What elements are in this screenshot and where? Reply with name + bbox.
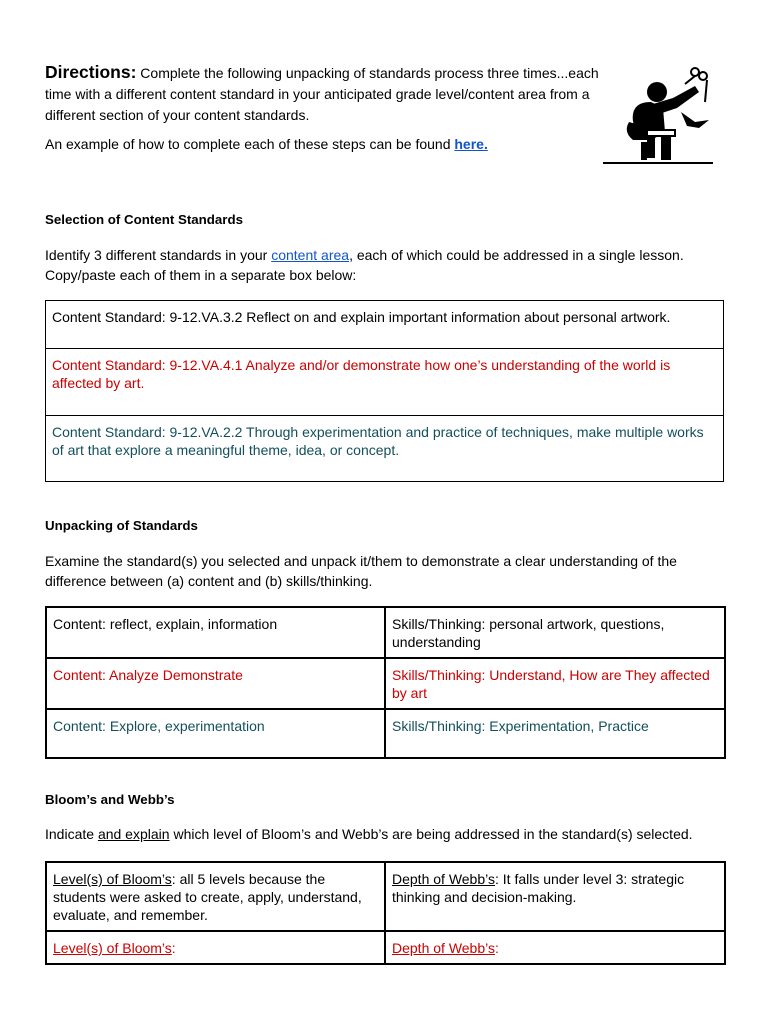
bloom-label: Level(s) of Bloom’s: [53, 871, 172, 887]
skills-cell[interactable]: Skills/Thinking: personal artwork, questions, understanding: [385, 607, 725, 658]
webb-cell[interactable]: [385, 862, 725, 931]
table-row: [46, 416, 724, 482]
table-row: [46, 349, 724, 416]
blooms-heading: Bloom’s and Webb’s: [45, 792, 175, 807]
content-cell[interactable]: Content: Explore, experimentation: [46, 709, 385, 758]
example-text: An example of how to complete each of these steps can be found: [45, 136, 455, 152]
directions-paragraph: [45, 62, 605, 126]
content-area-link[interactable]: content area: [271, 247, 350, 263]
unpacking-heading: Unpacking of Standards: [45, 518, 198, 533]
directions-text: Complete the following unpacking of standards process three times...each time with a different content standard in your anticipated grade level/content area from a different section of your content standards.: [45, 65, 599, 123]
example-line: [45, 134, 725, 155]
webb-text: :: [495, 940, 499, 956]
standard-cell[interactable]: Content Standard: 9-12.VA.4.1 Analyze and/or demonstrate how one’s understanding of the world is affected by art.: [46, 349, 724, 416]
skills-cell[interactable]: Skills/Thinking: Experimentation, Practice: [385, 709, 725, 758]
selection-intro-text: Identify 3 different standards in your: [45, 247, 272, 263]
blooms-table: [45, 861, 726, 965]
bloom-text: :: [171, 940, 176, 956]
content-cell[interactable]: Content: Analyze Demonstrate: [46, 658, 385, 709]
bloom-cell[interactable]: [46, 862, 385, 931]
webb-text: : It falls under level 3: strategic thinking and decision-making.: [392, 871, 685, 905]
table-row: [46, 709, 725, 758]
bloom-label: Level(s) of Bloom’s: [53, 940, 172, 956]
content-cell[interactable]: Content: reflect, explain, information: [46, 607, 385, 658]
blooms-intro-underline: and explain: [97, 826, 170, 842]
webb-label: Depth of Webb’s: [392, 940, 495, 956]
table-row: [46, 301, 724, 349]
webb-label: Depth of Webb’s: [392, 871, 495, 887]
table-row: [46, 658, 725, 709]
skills-cell[interactable]: Skills/Thinking: Understand, How are They affected by art: [385, 658, 725, 709]
table-row: [46, 862, 725, 931]
blooms-intro-text-end: which level of Bloom’s and Webb’s are being addressed in the standard(s) selected.: [169, 826, 693, 842]
standard-cell[interactable]: Content Standard: 9-12.VA.2.2 Through experimentation and practice of techniques, make multiple works of art that explore a meaningful theme, idea, or concept.: [46, 416, 724, 482]
blooms-intro: [45, 825, 725, 845]
example-link[interactable]: here.: [454, 136, 488, 152]
selection-intro-text-end: , each of which could be addressed in a single lesson. Copy/paste each of them in a separate box below:: [45, 247, 684, 283]
selection-intro: [45, 246, 725, 285]
webb-cell[interactable]: [385, 931, 725, 964]
unpacking-table: [45, 606, 726, 759]
bloom-cell[interactable]: [46, 931, 385, 964]
directions-label: Directions:: [45, 62, 137, 82]
blooms-intro-text: Indicate: [45, 826, 98, 842]
unpacking-intro: Examine the standard(s) you selected and unpack it/them to demonstrate a clear understanding of the difference between (a) content and (b) skills/thinking.: [45, 553, 677, 589]
selection-heading: Selection of Content Standards: [45, 212, 243, 227]
table-row: [46, 607, 725, 658]
standard-cell[interactable]: Content Standard: 9-12.VA.3.2 Reflect on and explain important information about personal artwork.: [46, 301, 724, 349]
bloom-text: : all 5 levels because the students were asked to create, apply, understand, evaluate, and remember.: [53, 871, 362, 923]
standards-table: [45, 300, 724, 482]
table-row: [46, 931, 725, 964]
